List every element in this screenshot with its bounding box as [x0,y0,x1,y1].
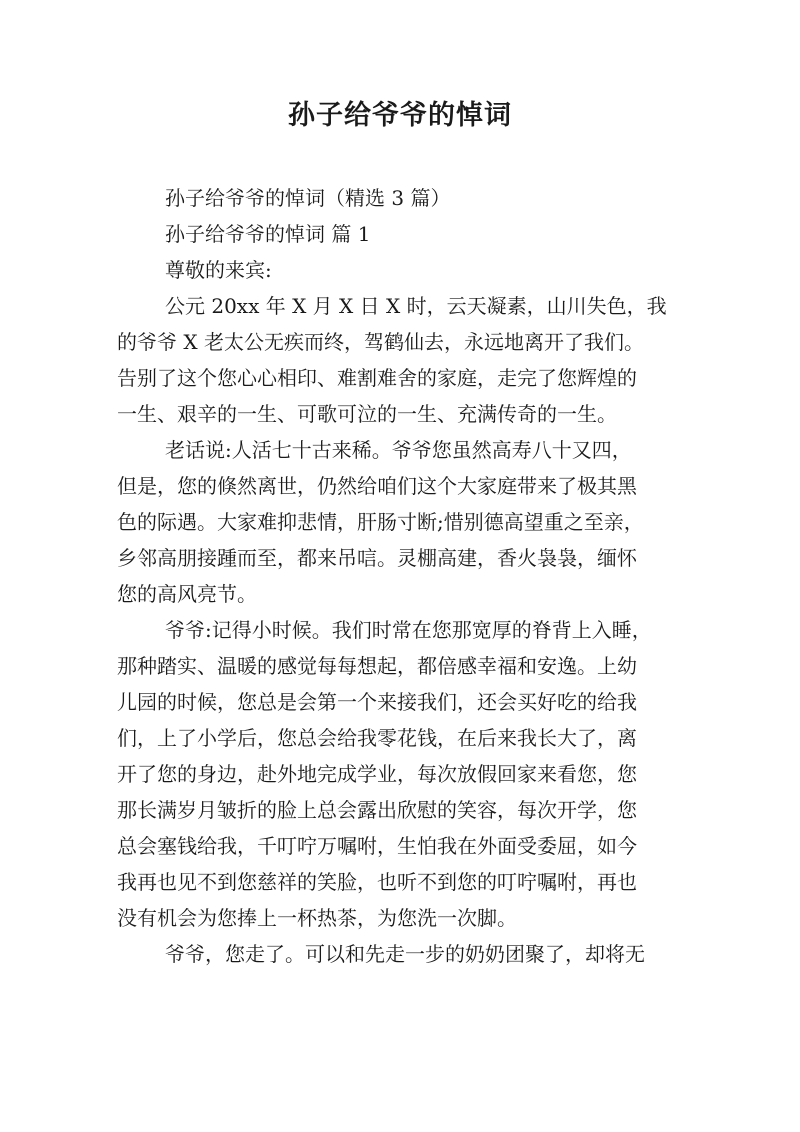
body-line: 我再也见不到您慈祥的笑脸，也听不到您的叮咛嘱咐，再也 [117,870,637,894]
body-line: 公元 20xx 年 X 月 X 日 X 时，云天凝素，山川失色，我 [165,294,667,318]
body-line: 开了您的身边，赴外地完成学业，每次放假回家来看您，您 [117,762,637,786]
body-line: 一生、艰辛的一生、可歌可泣的一生、充满传奇的一生。 [117,402,617,426]
body-line: 尊敬的来宾: [165,258,272,282]
document-body [117,180,689,972]
body-line: 儿园的时候，您总是会第一个来接我们，还会买好吃的给我 [117,690,637,714]
body-line: 乡邻高朋接踵而至，都来吊唁。灵棚高建，香火袅袅，缅怀 [117,546,637,570]
body-line: 孙子给爷爷的悼词 篇 1 [165,222,371,246]
body-line: 那长满岁月皱折的脸上总会露出欣慰的笑容，每次开学，您 [117,798,637,822]
body-line: 爷爷:记得小时候。我们时常在您那宽厚的脊背上入睡， [165,618,652,642]
body-line: 爷爷，您走了。可以和先走一步的奶奶团聚了，却将无 [165,942,645,966]
body-line: 您的高风亮节。 [117,582,257,606]
body-line: 但是，您的倏然离世，仍然给咱们这个大家庭带来了极其黑 [117,474,637,498]
body-line: 告别了这个您心心相印、难割难舍的家庭，走完了您辉煌的 [117,366,637,390]
body-line: 总会塞钱给我，千叮咛万嘱咐，生怕我在外面受委屈，如今 [117,834,637,858]
body-line: 那种踏实、温暖的感觉每每想起，都倍感幸福和安逸。上幼 [117,654,637,678]
body-line: 色的际遇。大家难抑悲情，肝肠寸断;惜别德高望重之至亲， [117,510,644,534]
body-line: 没有机会为您捧上一杯热茶，为您洗一次脚。 [117,906,517,930]
body-line: 的爷爷 X 老太公无疾而终，驾鹤仙去，永远地离开了我们。 [117,330,644,354]
body-line: 孙子给爷爷的悼词（精选 3 篇） [165,186,451,210]
document-title: 孙子给爷爷的悼词 [288,100,512,131]
body-line: 老话说:人活七十古来稀。爷爷您虽然高寿八十又四， [165,438,632,462]
body-line: 们，上了小学后，您总会给我零花钱，在后来我长大了，离 [117,726,637,750]
